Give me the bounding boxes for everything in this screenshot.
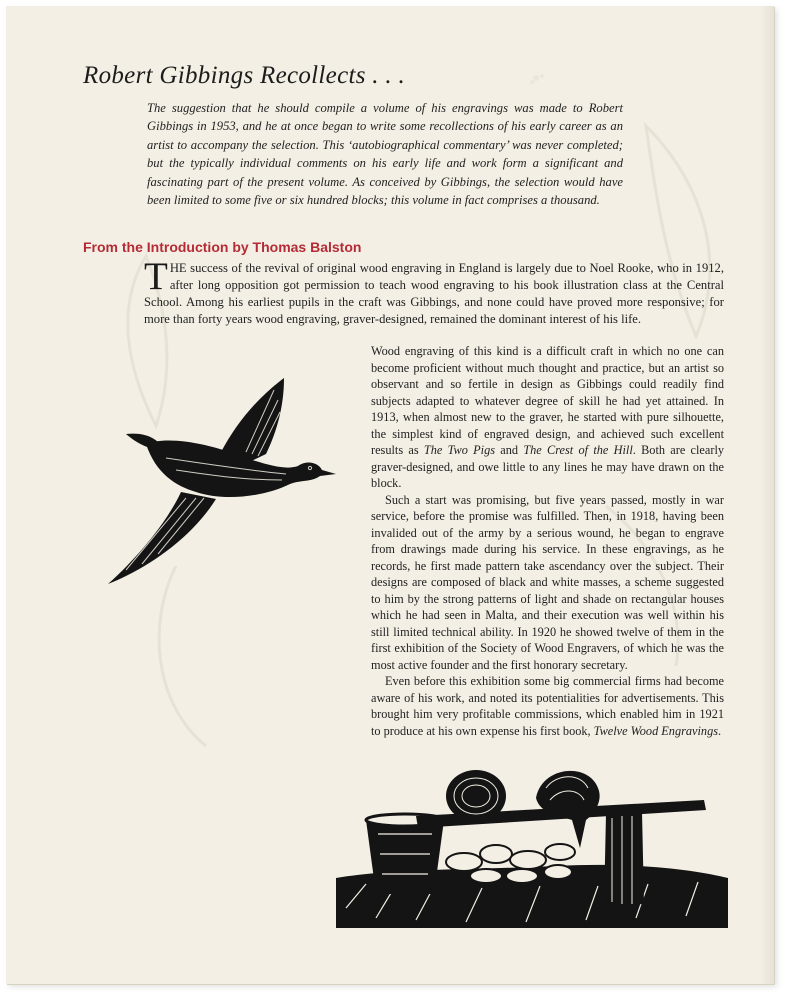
body-paragraph-3 — [371, 673, 724, 739]
duck-in-flight-engraving — [106, 374, 338, 586]
body-text: and — [495, 443, 524, 457]
body-text: . Both are clearly graver-designed, and owe little to any lines he may have drawn on the block. — [371, 443, 725, 490]
intro-paragraph: The suggestion that he should compile a volume of his engravings was made to Robert Gibbings in 1953, and he at once began to write some recollections of his early career as an artist to accompany the selection. This ‘autobiographical commentary’ was never completed; but the typically individual comments on his early life and work form a significant and fascinating part of the present volume. As conceived by Gibbings, the selection would have been limited to some five or six hundred blocks; this volume in fact comprises a thousand. — [147, 101, 623, 208]
body-text: . — [718, 723, 722, 738]
page-title: Robert Gibbings Recollects . . . — [83, 62, 406, 89]
body-text: Wood engraving of this kind is a difficult craft in which no one can become proficient without much thought and practice, but an artist so observant and so fertile in design as Gibbings could readily find subjects adapted to whatever degree of skill he had yet attained. In 1913, when almost new to the graver, he started with pure silhouette, the simplest kind of engraved design, and achieved such excellent results as — [371, 344, 724, 457]
body-text: Even before this exhibition some big commercial firms had become aware of his work, and noted its potentialities for advertisements. This brought him very profitable commissions, which enabled him in 1921 to produce at his own expense his first book, — [371, 674, 724, 738]
body-column — [371, 343, 724, 739]
lead-text: HE success of the revival of original wood engraving in England is largely due to Noel Rooke, who in 1912, after long opposition got permission to teach wood engraving to his book illustration class at the Central School. Among his earliest pupils in the craft was Gibbings, and none could have proved more responsive; for more than forty years wood engraving, graver-designed, remained the dominant interest of his life. — [144, 261, 724, 326]
body-paragraph-2: Such a start was promising, but five years passed, mostly in war service, before the promise was fulfilled. Then, in 1918, having been invalided out of the army by a serious wound, he began to engrave from drawings made during his service. In these engravings, as he records, he first made pattern take ascendancy over the subject. Their designs are composed of black and white masses, a scheme suggested to him by the strong patterns of light and shade on rectangular houses which he had seen in Malta, and their execution was well within his still limited technical ability. In 1920 he showed twelve of them in the first exhibition of the Society of Wood Engravers, of which he was the most active founder and the first honorary secretary. — [371, 492, 724, 672]
section-heading: From the Introduction by Thomas Balston — [83, 239, 362, 255]
lead-paragraph — [144, 255, 724, 328]
work-title: The Crest of the Hill — [523, 443, 633, 457]
body-paragraph-1 — [371, 343, 724, 492]
book-title: Twelve Wood Engravings — [593, 723, 718, 738]
bench-with-bucket-and-rope-engraving — [336, 758, 728, 928]
drop-cap: T — [144, 255, 168, 298]
page — [6, 6, 774, 984]
work-title: The Two Pigs — [423, 443, 496, 457]
